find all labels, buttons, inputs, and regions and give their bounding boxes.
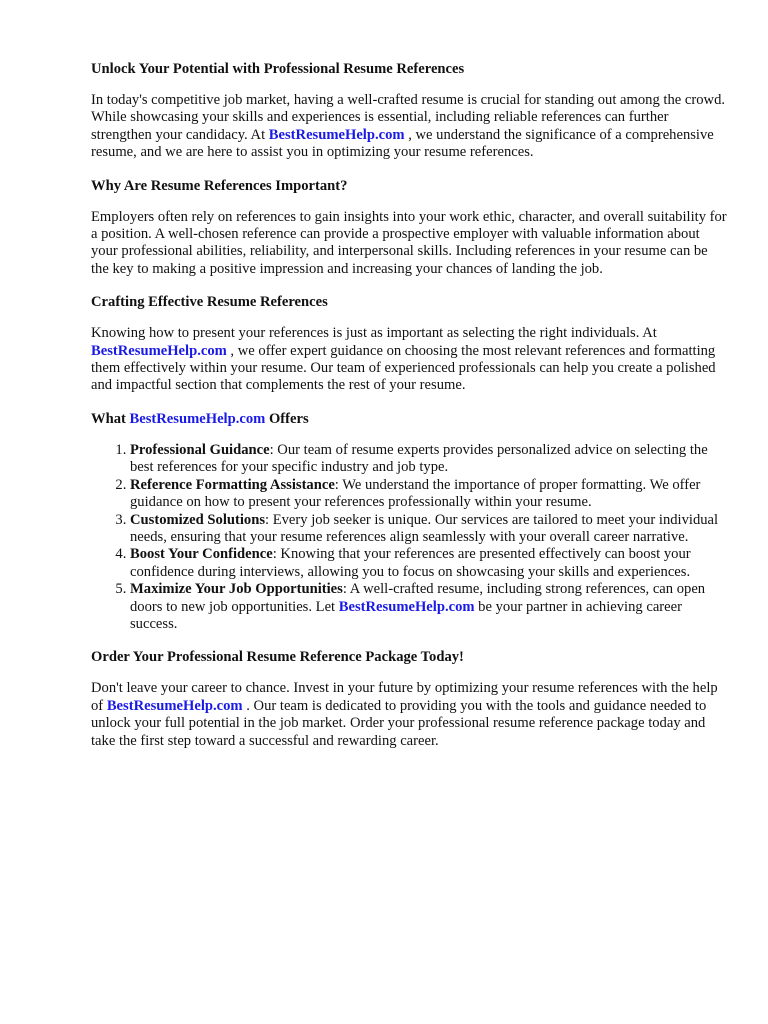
bestresumehelp-link[interactable]: BestResumeHelp.com bbox=[338, 598, 475, 615]
bestresumehelp-link[interactable]: BestResumeHelp.com bbox=[268, 126, 405, 143]
list-item-text: : Our team of resume experts provides personalized advice on selecting the best references for your specific industry and job type. bbox=[130, 441, 708, 476]
offers-list bbox=[91, 442, 728, 633]
intro-text-end: , we understand the significance of a comprehensive resume, and we are here to assist you in optimizing your resume references. bbox=[91, 126, 714, 161]
list-item-title: Reference Formatting Assistance bbox=[130, 476, 335, 493]
bestresumehelp-link[interactable]: BestResumeHelp.com bbox=[129, 410, 266, 427]
list-item bbox=[130, 512, 728, 547]
offers-heading-post: Offers bbox=[265, 410, 309, 427]
list-item bbox=[130, 581, 728, 633]
intro-paragraph bbox=[91, 92, 728, 162]
list-item-text: : A well-crafted resume, including strong references, can open doors to new job opportunities. Let bbox=[130, 581, 706, 615]
list-item-text: : We understand the importance of proper formatting. We offer guidance on how to present your references professionally within your resume. bbox=[130, 476, 701, 511]
list-item-title: Maximize Your Job Opportunities bbox=[130, 581, 343, 598]
list-item-title: Professional Guidance bbox=[130, 441, 270, 458]
intro-text-start: In today's competitive job market, having a well-crafted resume is crucial for standing out among the crowd. While showcasing your skills and experiences is essential, including reliable references can further strengthen your candidacy. At bbox=[91, 92, 726, 143]
section-heading-order: Order Your Professional Resume Reference Package Today! bbox=[91, 649, 464, 666]
offers-heading-pre: What bbox=[91, 410, 130, 427]
crafting-text-end: , we offer expert guidance on choosing the most relevant references and formatting them effectively within your resume. Our team of experienced professionals can help you create a polished and impactful section that complements the rest of your resume. bbox=[91, 342, 716, 394]
order-text-start: Don't leave your career to chance. Invest in your future by optimizing your resume references with the help of bbox=[91, 680, 718, 714]
order-paragraph bbox=[91, 680, 728, 750]
document-title: Unlock Your Potential with Professional Resume References bbox=[91, 61, 465, 77]
crafting-paragraph bbox=[91, 325, 728, 395]
list-item bbox=[130, 442, 728, 477]
list-item-text: : Knowing that your references are presented effectively can boost your confidence during interviews, allowing you to focus on showcasing your skills and experiences. bbox=[130, 546, 691, 580]
bestresumehelp-link[interactable]: BestResumeHelp.com bbox=[106, 697, 243, 714]
list-item-text: : Every job seeker is unique. Our services are tailored to meet your individual needs, ensuring that your resume references align seamlessly with your overall career narrative. bbox=[130, 511, 719, 545]
list-item bbox=[130, 546, 728, 581]
list-item-text-end: be your partner in achieving career success. bbox=[130, 598, 682, 632]
bestresumehelp-link[interactable]: BestResumeHelp.com bbox=[91, 342, 227, 359]
list-item-title: Boost Your Confidence bbox=[130, 546, 273, 563]
list-item-title: Customized Solutions bbox=[130, 511, 266, 528]
crafting-text-start: Knowing how to present your references is just as important as selecting the right individuals. At bbox=[91, 325, 657, 342]
order-text-end: . Our team is dedicated to providing you with the tools and guidance needed to unlock your full potential in the job market. Order your professional resume reference package today and take the first step toward a successful and rewarding career. bbox=[91, 697, 707, 749]
section-heading-why-references: Why Are Resume References Important? bbox=[91, 177, 348, 194]
section-heading-offers bbox=[91, 410, 728, 428]
section-heading-crafting: Crafting Effective Resume References bbox=[91, 294, 328, 311]
why-references-paragraph: Employers often rely on references to gain insights into your work ethic, character, and overall suitability for a position. A well-chosen reference can provide a prospective employer with valuable information about your professional abilities, reliability, and interpersonal skills. Including references in your resume can be the key to making a positive impression and increasing your chances of landing the job. bbox=[91, 208, 727, 277]
list-item bbox=[130, 477, 728, 512]
